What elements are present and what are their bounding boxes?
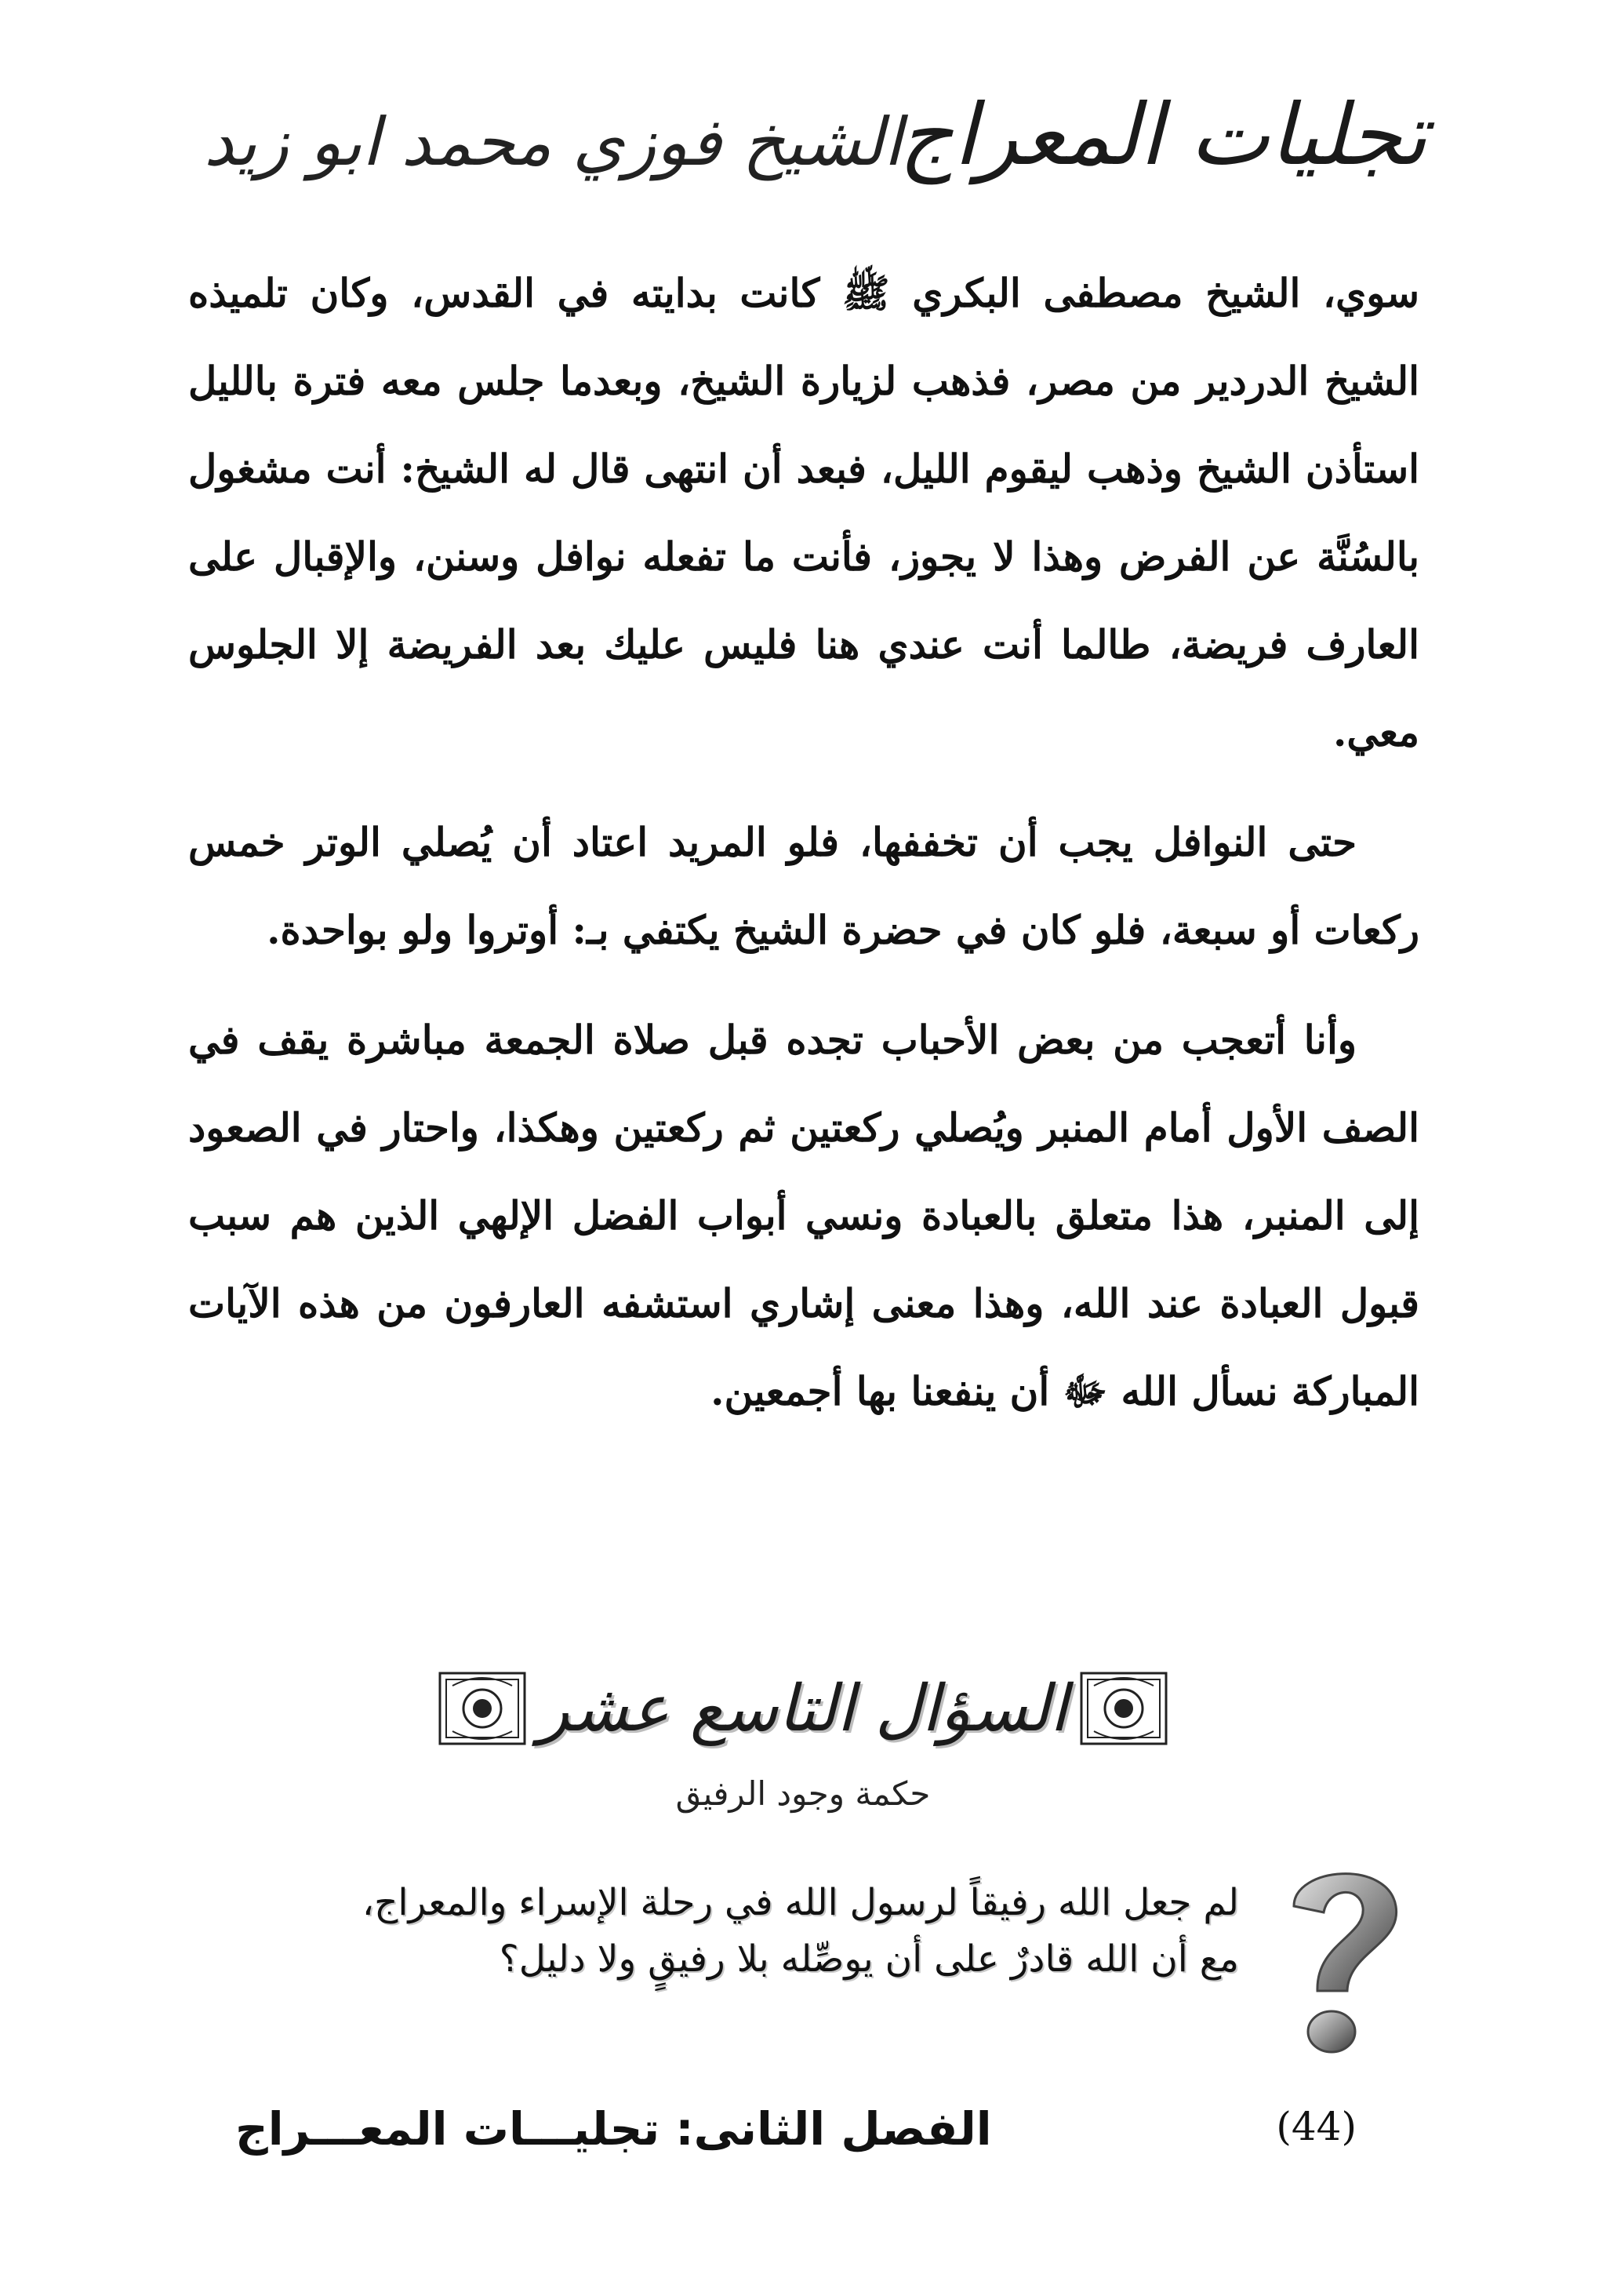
ornament-right-icon xyxy=(1078,1670,1169,1747)
page-footer xyxy=(188,2102,1419,2181)
paragraph-2: حتى النوافل يجب أن تخففها، فلو المريد اعتاد أن يُصلي الوتر خمس ركعات أو سبعة، فلو كان في حضرة الشيخ يكتفي بـ: أوتروا ولو بواحدة. xyxy=(188,819,1419,953)
author-name: الشيخ فوزي محمد ابو زيد xyxy=(204,104,903,180)
section-title: السؤال التاسع عشر xyxy=(538,1671,1068,1746)
question-line-2: مع أن الله قادرٌ على أن يوصِّله بلا رفيقٍ ولا دليل؟ xyxy=(499,1938,1239,1981)
question-box xyxy=(188,1851,1419,2079)
ornament-left-icon xyxy=(437,1670,528,1747)
chapter-label xyxy=(235,2102,992,2156)
section-heading xyxy=(0,1661,1606,1756)
section-subtitle: حكمة وجود الرفيق xyxy=(675,1774,931,1813)
paragraph-3: وأنا أتعجب من بعض الأحباب تجده قبل صلاة الجمعة مباشرة يقف في الصف الأول أمام المنبر ويُصلي ركعتين ثم ركعتين وهكذا، واحتار في الصعود إلى المنبر، هذا متعلق بالعبادة ونسي أبواب الفضل الإلهي الذين هم سبب قبول العبادة عند الله، وهذا معنى إشاري استشفه العارفون من هذه الآيات المباركة نسأل الله ﷻ أن ينفعنا بها أجمعين. xyxy=(188,1017,1419,1414)
chapter-prefix: الفصل الثانى: xyxy=(675,2102,992,2156)
paragraph-1: سوي، الشيخ مصطفى البكري ﷺ كانت بدايته في القدس، وكان تلميذه الشيخ الدردير من مصر، فذهب لزيارة الشيخ، وبعدما جلس معه فترة بالليل استأذن الشيخ وذهب ليقوم الليل، فبعد أن انتهى قال له الشيخ: أنت مشغول بالسُنَّة عن الفرض وهذا لا يجوز، فأنت ما تفعله نوافل وسنن، والإقبال على العارف فريضة، طالما أنت عندي هنا فليس عليك بعد الفريضة إلا الجلوس معي. xyxy=(188,270,1419,755)
page-number: (44) xyxy=(1276,2104,1357,2149)
question-line-1: لم جعل الله رفيقاً لرسول الله في رحلة الإسراء والمعراج، xyxy=(362,1881,1239,1924)
question-mark-icon xyxy=(1263,1851,1419,2071)
chapter-title: تجليـــات المعـــراج xyxy=(235,2102,660,2156)
page-header xyxy=(204,86,1427,220)
book-title: تجليات المعراج xyxy=(899,86,1427,184)
body-text xyxy=(188,249,1419,1457)
question-text xyxy=(188,1875,1239,1988)
